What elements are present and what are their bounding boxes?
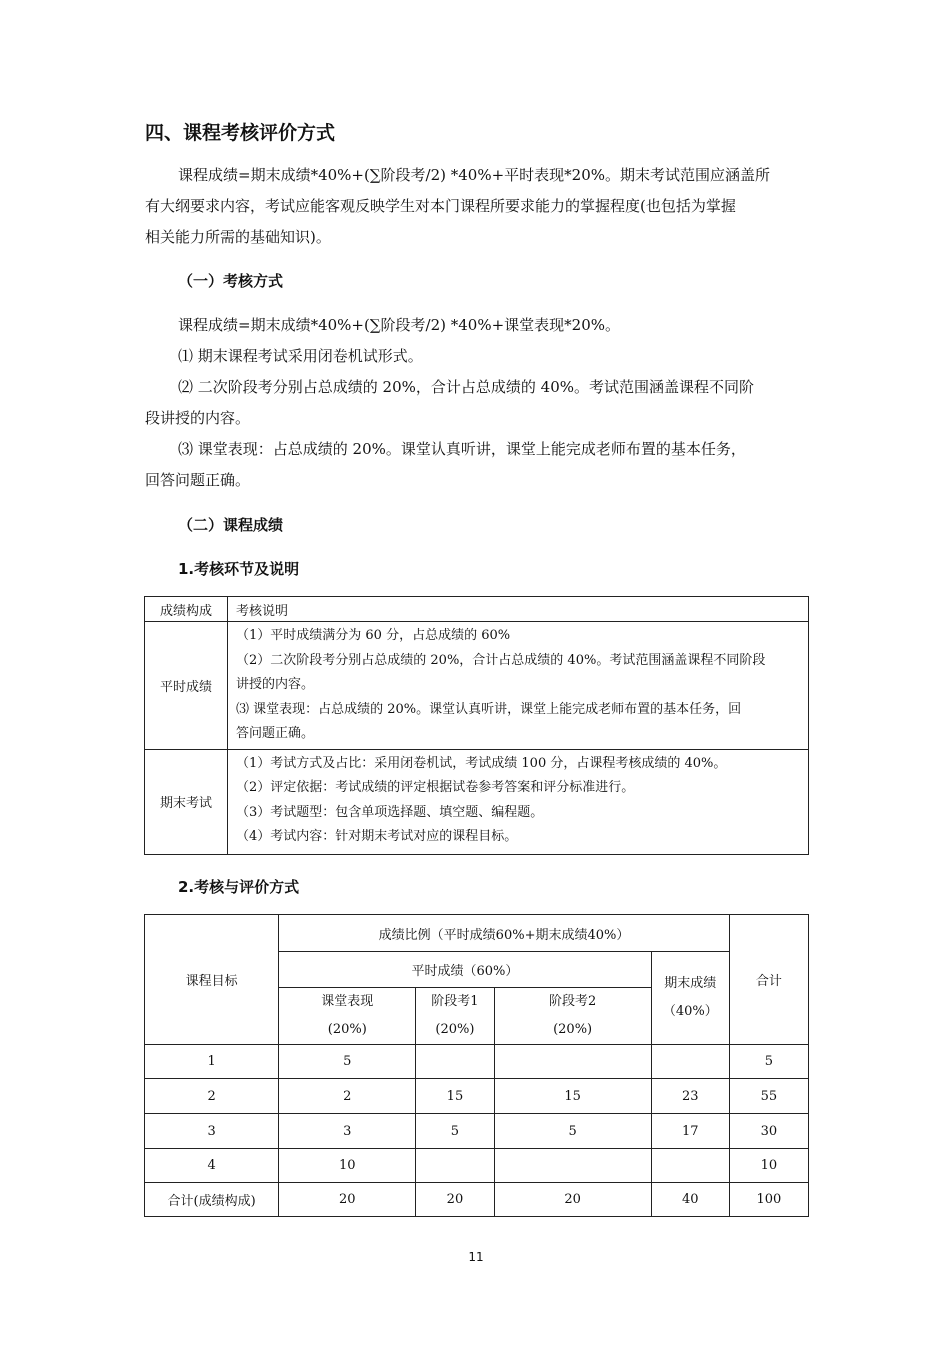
item-3-line: ⑶ 课堂表现：占总成绩的 20%。课堂认真听讲，课堂上能完成老师布置的基本任务，: [178, 440, 746, 458]
evaluation-table: [144, 914, 809, 1217]
description-line: （2）二次阶段考分别占总成绩的 20%，合计占总成绩的 40%。考试范围涵盖课程不同阶段: [236, 652, 766, 668]
cell: 100: [729, 1183, 808, 1217]
item-2-line: ⑵ 二次阶段考分别占总成绩的 20%，合计占总成绩的 40%。考试范围涵盖课程不同阶: [178, 378, 754, 396]
subsection-title-evaluation: 2.考核与评价方式: [178, 878, 300, 896]
subsection-title-course-grade: （二）课程成绩: [178, 516, 284, 534]
description-line: （2）评定依据：考试成绩的评定根据试卷参考答案和评分标准进行。: [236, 780, 635, 795]
header-stage1-ratio: (20%): [435, 1022, 475, 1037]
table-row: [145, 1079, 809, 1114]
header-cell-ratio: 成绩比例（平时成绩60%+期末成绩40%）: [279, 915, 730, 952]
cell: [651, 1045, 729, 1079]
cell: 5: [416, 1114, 494, 1149]
cell: 30: [729, 1114, 808, 1149]
description-line: （4）考试内容：针对期末考试对应的课程目标。: [236, 829, 518, 844]
table-row: [145, 1149, 809, 1183]
description-line: 讲授的内容。: [236, 677, 315, 692]
header-cell-final: [651, 952, 729, 1045]
page-number: 11: [468, 1250, 484, 1264]
cell: 55: [729, 1079, 808, 1114]
table-header-row: [145, 597, 809, 622]
cell: 合计(成绩构成): [145, 1183, 279, 1217]
section-title: 四、课程考核评价方式: [145, 122, 336, 144]
header-class-ratio: (20%): [327, 1022, 367, 1037]
table-row: [145, 622, 809, 750]
row-description: [228, 622, 809, 750]
header-cell-stage2: [494, 988, 651, 1045]
cell: 5: [729, 1045, 808, 1079]
cell: 10: [729, 1149, 808, 1183]
header-stage1-label: 阶段考1: [431, 994, 479, 1009]
cell: 3: [145, 1114, 279, 1149]
description-line: ⑶ 课堂表现：占总成绩的 20%。课堂认真听讲，课堂上能完成老师布置的基本任务，回: [236, 701, 742, 717]
header-final-label: 期末成绩: [664, 976, 717, 991]
cell: 1: [145, 1045, 279, 1079]
cell: 5: [279, 1045, 416, 1079]
description-line: （3）考试题型：包含单项选择题、填空题、编程题。: [236, 804, 544, 820]
header-cell-usual: 平时成绩（60%）: [279, 952, 652, 988]
assessment-items-table: [144, 596, 809, 855]
cell: 15: [494, 1079, 651, 1114]
table-row: [145, 749, 809, 854]
header-cell-goal: 课程目标: [145, 915, 279, 1045]
cell: [416, 1149, 494, 1183]
cell: 5: [494, 1114, 651, 1149]
cell: 3: [279, 1114, 416, 1149]
table-row: [145, 1183, 809, 1217]
intro-line: 课程成绩=期末成绩*40%+(∑阶段考/2) *40%+平时表现*20%。期末考试范围应涵盖所: [178, 166, 771, 184]
cell: 2: [145, 1079, 279, 1114]
description-line: 答问题正确。: [236, 726, 315, 741]
row-description: [228, 749, 809, 854]
cell: 4: [145, 1149, 279, 1183]
assessment-paragraph: [145, 310, 809, 496]
item-2-line: 段讲授的内容。: [145, 409, 251, 427]
description-line: （1）考试方式及占比：采用闭卷机试，考试成绩 100 分，占课程考核成绩的 40%。: [236, 755, 727, 771]
header-cell: 成绩构成: [145, 597, 228, 622]
row-name: 平时成绩: [145, 622, 228, 750]
cell: 17: [651, 1114, 729, 1149]
cell: [651, 1149, 729, 1183]
header-cell: 考核说明: [228, 597, 809, 622]
item-3-line: 回答问题正确。: [145, 471, 251, 489]
formula-line: 课程成绩=期末成绩*40%+(∑阶段考/2) *40%+课堂表现*20%。: [178, 316, 621, 334]
description-line: （1）平时成绩满分为 60 分，占总成绩的 60%: [236, 628, 511, 643]
cell: 2: [279, 1079, 416, 1114]
cell: 20: [279, 1183, 416, 1217]
cell: [494, 1045, 651, 1079]
table-header-row: [145, 915, 809, 952]
cell: 15: [416, 1079, 494, 1114]
row-name: 期末考试: [145, 749, 228, 854]
item-1: ⑴ 期末课程考试采用闭卷机试形式。: [178, 347, 423, 365]
header-stage2-label: 阶段考2: [548, 994, 597, 1009]
table-row: [145, 1114, 809, 1149]
table-row: [145, 1045, 809, 1079]
header-cell-stage1: [416, 988, 494, 1045]
cell: 20: [494, 1183, 651, 1217]
cell: [416, 1045, 494, 1079]
subsection-title-assessment-method: （一）考核方式: [178, 272, 284, 290]
header-cell-class: [279, 988, 416, 1045]
cell: [494, 1149, 651, 1183]
header-class-label: 课堂表现: [321, 994, 374, 1009]
intro-line: 有大纲要求内容，考试应能客观反映学生对本门课程所要求能力的掌握程度(也包括为掌握: [145, 197, 736, 215]
cell: 40: [651, 1183, 729, 1217]
subsection-title-assessment-items: 1.考核环节及说明: [178, 560, 300, 578]
cell: 10: [279, 1149, 416, 1183]
header-cell-total: 合计: [729, 915, 808, 1045]
intro-line: 相关能力所需的基础知识)。: [145, 228, 331, 246]
header-final-ratio: （40%）: [662, 1004, 718, 1019]
header-stage2-ratio: (20%): [553, 1022, 593, 1037]
intro-paragraph: [145, 160, 809, 253]
cell: 20: [416, 1183, 494, 1217]
cell: 23: [651, 1079, 729, 1114]
